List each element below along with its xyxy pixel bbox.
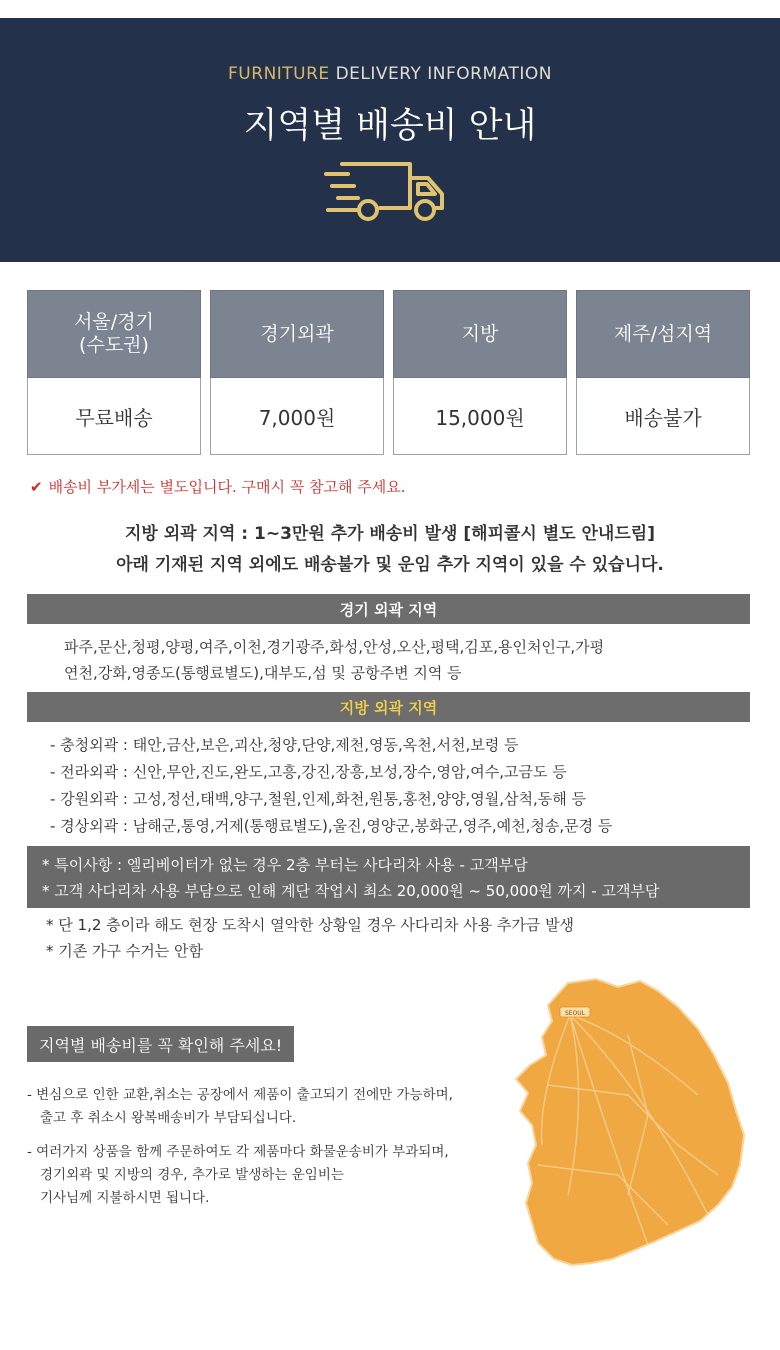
special-line-3: * 단 1,2 층이라 해도 현장 도착시 열악한 상황일 경우 사다리차 사용 추가금 발생 [46, 916, 575, 934]
region-seoul [27, 290, 201, 456]
subtitle-accent: FURNITURE [228, 64, 330, 84]
footer-note-1b: 출고 후 취소시 왕복배송비가 부담되십니다. [40, 1110, 297, 1126]
local-chungcheong: - 충청외곽 : 태안,금산,보은,괴산,청양,단양,제천,영동,옥천,서천,보령 등 [50, 736, 519, 754]
gyeonggi-areas-2: 연천,강화,영종도(통행료별도),대부도,섬 및 공항주변 지역 등 [64, 664, 462, 682]
local-heading: 지방 외곽 지역 [27, 692, 750, 722]
info-line-2: 아래 기재된 지역 외에도 배송불가 및 운임 추가 지역이 있을 수 있습니다. [116, 555, 664, 575]
region-jeju-name: 제주/섬지역 [576, 290, 750, 378]
footer-note-2a: - 여러가지 상품을 함께 주문하여도 각 제품마다 화물운송비가 부과되며, [27, 1144, 449, 1160]
local-gangwon: - 강원외곽 : 고성,정선,태백,양구,철원,인제,화천,원통,홍천,양양,영월,삼척,동해 등 [50, 790, 586, 808]
special-line-4: * 기존 가구 수거는 안함 [46, 942, 203, 960]
info-line-1: 지방 외곽 지역 : 1~3만원 추가 배송비 발생 [해피콜시 별도 안내드림] [125, 524, 655, 544]
footer-note-1a: - 변심으로 인한 교환,취소는 공장에서 제품이 출고되기 전에만 가능하며, [27, 1087, 453, 1103]
region-local [393, 290, 567, 456]
local-gyeongsang: - 경상외곽 : 남해군,통영,거제(통행료별도),울진,영양군,봉화군,영주,예천,청송,문경 등 [50, 817, 613, 835]
local-jeolla: - 전라외곽 : 신안,무안,진도,완도,고흥,강진,장흥,보성,장수,영암,여수,고금도 등 [50, 763, 567, 781]
region-seoul-name: 서울/경기 (수도권) [27, 290, 201, 378]
header-subtitle [0, 64, 780, 84]
truck-icon [324, 160, 448, 222]
region-local-name: 지방 [393, 290, 567, 378]
region-seoul-fee: 무료배송 [27, 378, 201, 455]
region-gyeonggi [210, 290, 384, 456]
region-jeju-fee: 배송불가 [576, 378, 750, 455]
gyeonggi-areas-1: 파주,문산,청평,양평,여주,이천,경기광주,화성,안성,오산,평택,김포,용인처인구,가평 [64, 638, 605, 656]
special-line-2: * 고객 사다리차 사용 부담으로 인해 계단 작업시 최소 20,000원 ~ 50,000원 까지 - 고객부담 [42, 882, 660, 900]
vat-notice-text: 배송비 부가세는 별도입니다. 구매시 꼭 참고해 주세요. [48, 478, 406, 496]
vat-notice [30, 476, 406, 497]
map-seoul-label: SEOUL [564, 1010, 586, 1017]
korea-map [508, 975, 748, 1275]
special-line-1: * 특이사항 : 엘리베이터가 없는 경우 2층 부터는 사다리차 사용 - 고객부담 [42, 856, 528, 874]
gyeonggi-heading: 경기 외곽 지역 [27, 594, 750, 624]
footer-note-2c: 기사님께 지불하시면 됩니다. [40, 1190, 210, 1206]
check-fee-tag: 지역별 배송비를 꼭 확인해 주세요! [27, 1026, 294, 1062]
region-jeju [576, 290, 750, 456]
region-gyeonggi-fee: 7,000원 [210, 378, 384, 455]
page-title: 지역별 배송비 안내 [243, 106, 537, 146]
region-gyeonggi-name: 경기외곽 [210, 290, 384, 378]
region-local-fee: 15,000원 [393, 378, 567, 455]
footer-note-2b: 경기외곽 및 지방의 경우, 추가로 발생하는 운임비는 [40, 1167, 344, 1183]
checkmark-icon: ✔ [30, 478, 43, 496]
subtitle-rest: DELIVERY INFORMATION [329, 64, 552, 84]
